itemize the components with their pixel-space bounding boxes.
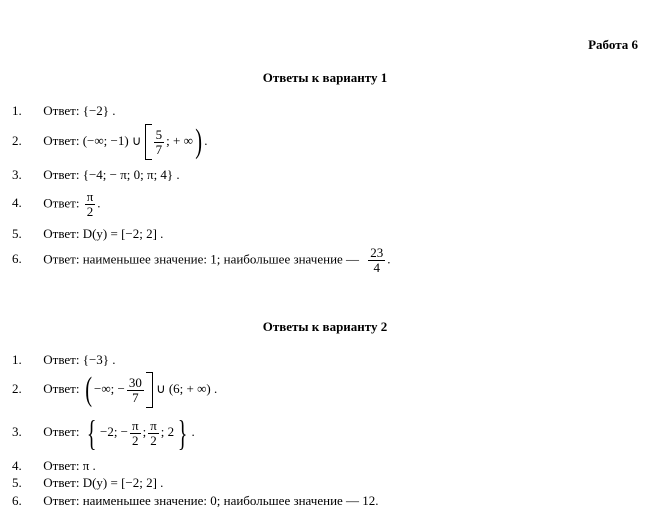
item-number: 6. bbox=[12, 251, 22, 267]
answer-label: Ответ: bbox=[43, 352, 80, 367]
v2-answer-1 bbox=[12, 352, 116, 368]
period: . bbox=[204, 132, 208, 148]
answer-interval-right: ∪ (6; + ∞) . bbox=[156, 380, 218, 396]
answer-label: Ответ: наименьшее значение: 1; наибольшее значение — bbox=[43, 251, 360, 267]
fraction: $\frac{30}{7}$ bbox=[128, 374, 142, 405]
right-bracket bbox=[146, 372, 153, 408]
work-title: Работа 6 bbox=[588, 37, 638, 52]
v2-answer-2 bbox=[12, 372, 217, 408]
variant2-heading: Ответы к варианту 2 bbox=[262, 319, 388, 334]
right-paren: ) bbox=[195, 123, 202, 160]
fraction: $\frac{\pi}{2}$ bbox=[86, 189, 94, 219]
v1-answer-3 bbox=[12, 167, 180, 183]
item-number: 6. bbox=[12, 493, 22, 508]
left-paren: ( bbox=[84, 371, 92, 408]
item-number: 1. bbox=[12, 352, 22, 367]
left-brace: { bbox=[86, 413, 97, 453]
answer-value: {−2} . bbox=[82, 103, 116, 118]
answer-label: Ответ: наименьшее значение: 0; наибольшее значение — 12. bbox=[43, 493, 379, 508]
item-number: 3. bbox=[12, 167, 22, 182]
answer-value: π . bbox=[82, 458, 96, 473]
item-number: 4. bbox=[12, 195, 22, 211]
period: . bbox=[387, 251, 391, 267]
answer-label: Ответ: bbox=[43, 103, 80, 118]
answer-interval-left: −∞; − bbox=[94, 380, 125, 396]
period: . bbox=[97, 195, 101, 211]
answer-label: Ответ: bbox=[43, 475, 80, 490]
v2-answer-4 bbox=[12, 458, 96, 474]
answer-interval-right: ; + ∞ bbox=[166, 132, 193, 148]
item-number: 1. bbox=[12, 103, 22, 118]
v2-answer-5 bbox=[12, 475, 163, 491]
answer-label: Ответ: bbox=[43, 132, 80, 148]
item-number: 3. bbox=[12, 423, 22, 439]
answer-value: {−4; − π; 0; π; 4} . bbox=[82, 167, 180, 182]
fraction: $\frac{\pi}{2}$ bbox=[132, 417, 139, 448]
v1-answer-2 bbox=[12, 124, 207, 160]
answer-value: D(y) = [−2; 2] . bbox=[82, 475, 164, 490]
v2-answer-6 bbox=[12, 493, 379, 509]
left-bracket bbox=[145, 124, 152, 160]
item-number: 5. bbox=[12, 475, 22, 490]
set-start: −2; − bbox=[99, 423, 129, 439]
fraction: $\frac{23}{4}$ bbox=[370, 245, 384, 275]
v1-answer-4 bbox=[12, 190, 101, 219]
v1-answer-5 bbox=[12, 226, 163, 242]
answer-label: Ответ: bbox=[43, 458, 80, 473]
answer-label: Ответ: bbox=[43, 226, 80, 241]
fraction: $\frac{\pi}{2}$ bbox=[150, 417, 157, 448]
item-number: 2. bbox=[12, 132, 22, 148]
fraction: $\frac{5}{7}$ bbox=[155, 126, 163, 157]
answer-label: Ответ: bbox=[43, 195, 80, 211]
variant1-heading: Ответы к варианту 1 bbox=[262, 70, 388, 85]
item-number: 4. bbox=[12, 458, 22, 473]
right-brace: } bbox=[178, 413, 188, 453]
period: . bbox=[191, 423, 195, 439]
answer-label: Ответ: bbox=[43, 380, 80, 396]
item-number: 5. bbox=[12, 226, 22, 241]
separator: ; bbox=[142, 423, 147, 439]
answer-interval-left: (−∞; −1) ∪ bbox=[82, 132, 142, 148]
answer-value: {−3} . bbox=[82, 352, 116, 367]
v1-answer-1 bbox=[12, 103, 116, 119]
answer-label: Ответ: bbox=[43, 167, 80, 182]
answer-value: D(y) = [−2; 2] . bbox=[82, 226, 164, 241]
v1-answer-6 bbox=[12, 246, 391, 275]
v2-answer-3 bbox=[12, 415, 195, 451]
answer-label: Ответ: bbox=[43, 423, 80, 439]
item-number: 2. bbox=[12, 380, 22, 396]
set-end: ; 2 bbox=[160, 423, 175, 439]
